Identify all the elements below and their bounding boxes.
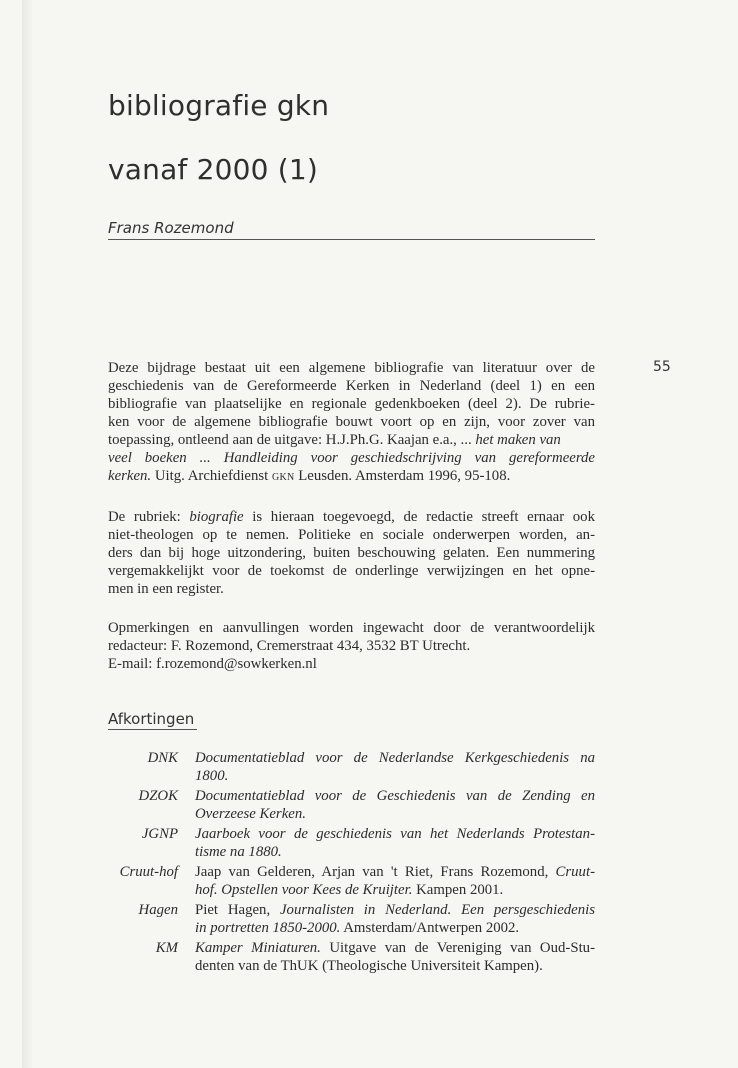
scope-paragraph xyxy=(108,508,595,598)
text-segment: Jaap van Gelderen, Arjan van 't Riet, Frans Rozemond, xyxy=(195,864,549,880)
book-title: in portretten 1850-2000. xyxy=(195,920,341,936)
text-line: geschiedenis van de Gereformeerde Kerken in Nederland (deel 1) en een xyxy=(108,378,595,394)
abbreviation-key: DNK xyxy=(147,750,178,766)
text-segment: is hieraan toegevoegd, de redactie streeft ernaar ook xyxy=(252,509,595,525)
definition-line xyxy=(195,919,595,937)
abbreviation-key: KM xyxy=(155,940,178,956)
book-title: Cruut- xyxy=(555,864,595,880)
gkn-abbreviation: gkn xyxy=(271,468,295,484)
text-line: niet-theologen op te nemen. Politieke en sociale onderwerpen worden, an- xyxy=(108,527,595,543)
definition-line: tisme na 1880. xyxy=(195,844,282,860)
email-line: E-mail: f.rozemond@sowkerken.nl xyxy=(108,656,317,672)
page-title-line-2: vanaf 2000 (1) xyxy=(108,153,319,186)
abbreviations-rule xyxy=(108,729,197,730)
text-line: ders dan bij hoge uitzondering, buiten beschouwing gelaten. Een nummering xyxy=(108,545,595,561)
text-segment: De rubriek: xyxy=(108,509,181,525)
book-title-line: veel boeken ... Handleiding voor geschiedschrijving van gereformeerde xyxy=(108,450,595,466)
text-segment: Piet Hagen, xyxy=(195,902,271,918)
definition-line: denten van de ThUK (Theologische Universiteit Kampen). xyxy=(195,958,543,974)
page-spine-shadow xyxy=(22,0,32,1068)
book-title: het maken van xyxy=(475,432,561,448)
text-line xyxy=(108,508,595,526)
text-segment: Leusden. Amsterdam 1996, 95-108. xyxy=(298,468,511,484)
text-segment: Amsterdam/Antwerpen 2002. xyxy=(343,920,520,936)
abbreviations-heading: Afkortingen xyxy=(108,710,195,728)
text-line: bibliografie van plaatselijke en regionale gedenkboeken (deel 2). De rubrie- xyxy=(108,396,595,412)
abbreviation-definition xyxy=(195,749,595,785)
text-line: Deze bijdrage bestaat uit een algemene bibliografie van literatuur over de xyxy=(108,360,595,376)
text-segment: toepassing, ontleend aan de uitgave: H.J.Ph.G. Kaajan e.a., ... xyxy=(108,432,472,448)
text-line: Opmerkingen en aanvullingen worden ingewacht door de verantwoordelijk xyxy=(108,620,595,636)
book-title: Kamper Miniaturen. xyxy=(195,940,321,956)
abbreviation-definition xyxy=(195,939,595,975)
definition-line: Jaarboek voor de geschiedenis van het Nederlands Protestan- xyxy=(195,826,595,842)
definition-line xyxy=(195,901,595,919)
intro-paragraph xyxy=(108,359,595,485)
page-number: 55 xyxy=(653,359,671,375)
book-title: Journalisten in Nederland. Een persgeschiedenis xyxy=(279,902,595,918)
abbreviation-definition xyxy=(195,901,595,937)
author-rule xyxy=(108,239,595,240)
abbreviation-definition xyxy=(195,825,595,861)
book-title: hof. Opstellen voor Kees de Kruijter. xyxy=(195,882,413,898)
abbreviation-definition xyxy=(195,863,595,899)
text-line: ken voor de algemene bibliografie bouwt voort op en zijn, voor zover van xyxy=(108,414,595,430)
text-line: men in een register. xyxy=(108,581,224,597)
definition-line xyxy=(195,939,595,957)
abbreviation-key: Cruut-hof xyxy=(119,864,178,880)
definition-line: Documentatieblad voor de Nederlandse Kerkgeschiedenis na xyxy=(195,750,595,766)
contact-paragraph xyxy=(108,619,595,673)
text-line: redacteur: F. Rozemond, Cremerstraat 434, 3532 BT Utrecht. xyxy=(108,638,471,654)
abbreviation-definition xyxy=(195,787,595,823)
abbreviation-key: JGNP xyxy=(141,826,178,842)
book-title: kerken. xyxy=(108,468,152,484)
rubric-name: biografie xyxy=(189,509,244,525)
text-segment: Uitgave van de Vereniging van Oud-Stu- xyxy=(329,940,596,956)
page-title-line-1: bibliografie gkn xyxy=(108,89,330,122)
text-segment: Uitg. Archiefdienst xyxy=(154,468,269,484)
definition-line: Overzeese Kerken. xyxy=(195,806,306,822)
text-segment: Kampen 2001. xyxy=(416,882,504,898)
text-line xyxy=(108,467,595,485)
definition-line: Documentatieblad voor de Geschiedenis van de Zending en xyxy=(195,788,595,804)
abbreviation-key: Hagen xyxy=(138,902,178,918)
text-line xyxy=(108,431,595,449)
abbreviation-key: DZOK xyxy=(138,788,178,804)
text-line: vergemakkelijkt voor de toekomst de onderlinge verwijzingen en het opne- xyxy=(108,563,595,579)
author-name: Frans Rozemond xyxy=(108,219,234,237)
definition-line xyxy=(195,881,595,899)
definition-line xyxy=(195,863,595,881)
definition-line: 1800. xyxy=(195,768,229,784)
